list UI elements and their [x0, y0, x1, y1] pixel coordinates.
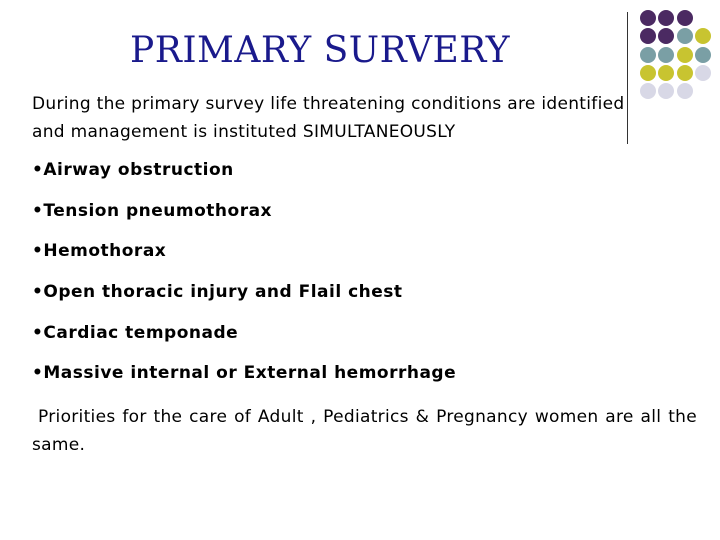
- decorative-dot: [695, 47, 711, 63]
- intro-paragraph: During the primary survey life threatening conditions are identified and management is instituted SIMULTANEOUSLY: [32, 94, 625, 142]
- list-item: • Massive internal or External hemorrhage: [32, 363, 456, 404]
- decorative-dot: [677, 47, 693, 63]
- decorative-dot: [677, 10, 693, 26]
- decorative-dot: [677, 28, 693, 44]
- closing-paragraph: Priorities for the care of Adult , Pediatrics & Pregnancy women are all the same.: [32, 407, 697, 455]
- decorative-dot: [640, 65, 656, 81]
- list-item: • Hemothorax: [32, 241, 456, 282]
- decorative-dot: [658, 83, 674, 99]
- decorative-dot: [658, 47, 674, 63]
- decorative-dot: [640, 83, 656, 99]
- decorative-dot: [658, 28, 674, 44]
- decorative-dot: [677, 83, 693, 99]
- decorative-dot: [658, 10, 674, 26]
- slide-title: PRIMARY SURVERY: [130, 30, 510, 71]
- decorative-dot: [677, 65, 693, 81]
- list-item: • Open thoracic injury and Flail chest: [32, 282, 456, 323]
- list-item: • Tension pneumothorax: [32, 201, 456, 242]
- list-item: • Cardiac temponade: [32, 323, 456, 364]
- list-item: • Airway obstruction: [32, 160, 456, 201]
- decorative-dot: [640, 10, 656, 26]
- decorative-dot: [640, 28, 656, 44]
- decorative-dot: [695, 65, 711, 81]
- condition-list: [32, 160, 456, 404]
- decorative-dot: [658, 65, 674, 81]
- decorative-dot: [695, 28, 711, 44]
- decorative-dot: [640, 47, 656, 63]
